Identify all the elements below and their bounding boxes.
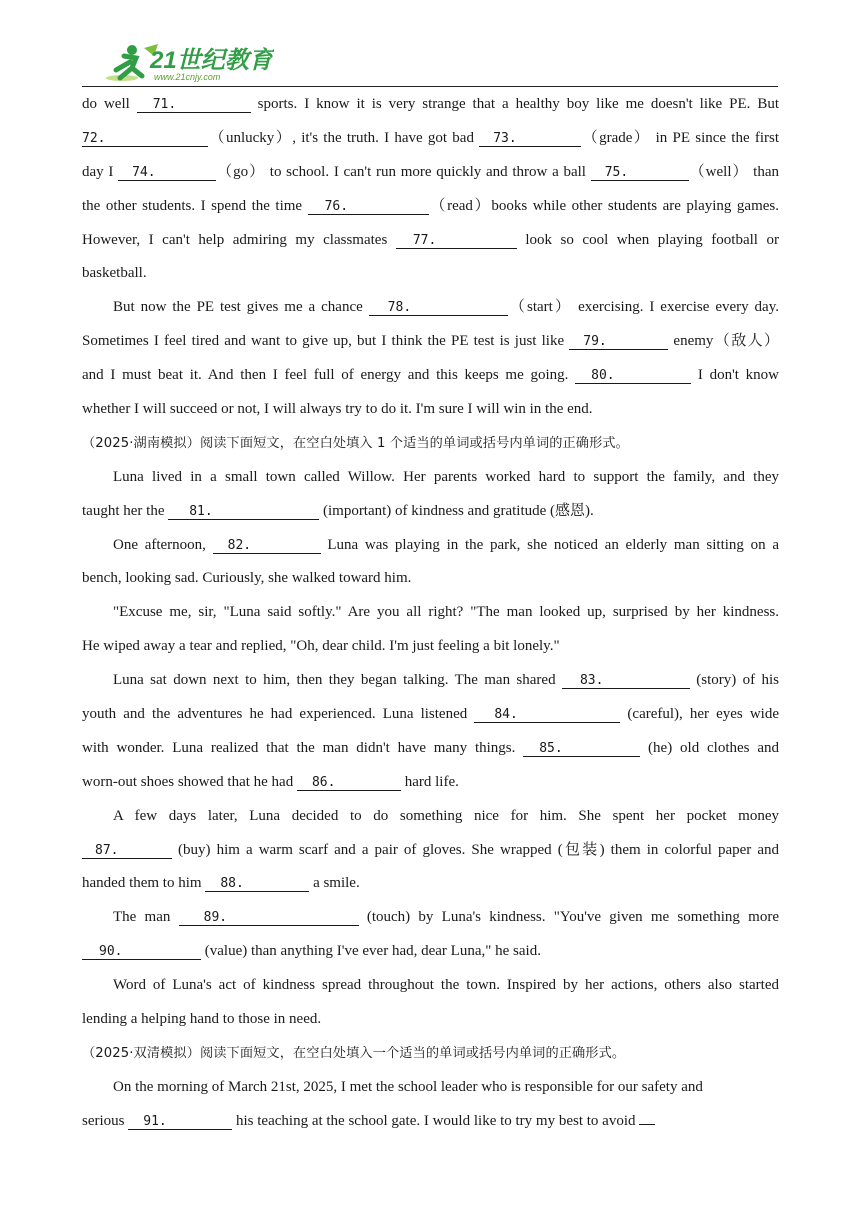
text-run: hard life. [400,773,459,790]
answer-blank[interactable]: 71. [137,96,251,113]
text-run: (careful), her eyes wide [620,706,779,723]
text-run: Sometimes I feel tired and want to give up, but I think the PE test is just like [82,333,570,350]
answer-blank[interactable]: 82. [213,537,321,554]
answer-blank[interactable] [639,1108,655,1125]
text-run: However, I can't help admiring my classmates [82,231,396,248]
text-line [82,529,779,563]
text-line [82,901,779,935]
text-run: lending a helping hand to those in need. [82,1011,322,1028]
21cnjy-logo [104,42,274,84]
text-line [82,1003,779,1037]
svg-text:21世纪教育: 21世纪教育 [150,47,273,74]
text-line [82,630,779,664]
page-header [82,38,778,87]
text-run: do well [82,96,137,112]
text-run: sports. I know it is very strange that a healthy boy like me doesn't like PE. But [250,96,779,112]
answer-blank[interactable]: 85. [523,740,640,757]
text-run: (important) of kindness and gratitude (感恩). [319,502,594,519]
text-run: I don't know [691,367,779,384]
answer-blank[interactable]: 80. [575,367,691,384]
text-run: （read）books while other students are playing games. [428,197,779,214]
text-run: One afternoon, [113,536,213,553]
text-run: （2025·湖南模拟）阅读下面短文，在空白处填入 1 个适当的单词或括号内单词的正确形式。 [82,435,629,451]
text-line [82,122,779,156]
answer-blank[interactable]: 91. [128,1113,232,1130]
source-note [82,427,779,461]
text-run: On the morning of March 21st, 2025, I met the school leader who is responsible for our safety and [113,1078,703,1095]
text-line [82,495,779,529]
text-run: the other students. I spend the time [82,197,308,214]
text-run: （2025·双清模拟）阅读下面短文，在空白处填入一个适当的单词或括号内单词的正确形式。 [82,1045,626,1061]
answer-blank[interactable]: 74. [118,164,216,181]
text-run: (buy) him a warm scarf and a pair of gloves. She wrapped (包装) them in colorful paper and [172,841,779,858]
text-run: Luna sat down next to him, then they began talking. The man shared [113,672,562,689]
text-run: a smile. [309,875,360,892]
text-line [82,190,779,224]
answer-blank[interactable]: 90. [82,943,201,960]
text-line [82,834,779,868]
answer-blank[interactable]: 87. [82,842,172,859]
text-line [82,698,779,732]
text-run: his teaching at the school gate. I would like to try my best to avoid [232,1112,640,1129]
answer-blank[interactable]: 75. [591,164,689,181]
text-run: serious [82,1112,129,1129]
text-run: basketball. [82,265,147,282]
text-line [82,88,779,122]
text-run: whether I will succeed or not, I will always try to do it. I'm sure I will win in the end. [82,401,593,418]
text-run: youth and the adventures he had experienced. Luna listened [82,706,475,723]
text-run: （grade） in PE since the first [581,129,779,146]
text-run: bench, looking sad. Curiously, she walked toward him. [82,570,412,587]
text-run: Word of Luna's act of kindness spread throughout the town. Inspired by her actions, others also started [113,977,779,994]
text-run: （unlucky）, it's the truth. I have got bad [208,129,480,146]
answer-blank[interactable]: 73. [479,130,581,147]
answer-blank[interactable]: 72. [82,130,208,147]
text-line [82,1105,779,1139]
text-run: with wonder. Luna realized that the man didn't have many things. [82,739,524,756]
svg-text:www.21cnjy.com: www.21cnjy.com [154,72,221,82]
answer-blank[interactable]: 78. [369,299,508,316]
text-line [82,935,779,969]
text-line [82,664,779,698]
answer-blank[interactable]: 84. [474,706,620,723]
text-run: look so cool when playing football or [516,231,779,248]
answer-blank[interactable]: 77. [396,232,517,249]
text-line [82,325,779,359]
text-run: (touch) by Luna's kindness. "You've given me something more [358,909,779,926]
text-line [82,359,779,393]
text-run: He wiped away a tear and replied, "Oh, dear child. I'm just feeling a bit lonely." [82,638,560,655]
text-line [82,224,779,258]
text-run: and I must beat it. And then I feel full of energy and this keeps me going. [82,367,576,384]
text-line [82,766,779,800]
text-line [82,257,779,291]
text-run: （start） exercising. I exercise every day. [507,299,779,316]
text-run: (he) old clothes and [640,739,779,756]
text-run: enemy（敌人） [668,333,779,350]
text-line [82,732,779,766]
answer-blank[interactable]: 81. [168,503,319,520]
text-line [82,596,779,630]
answer-blank[interactable]: 83. [562,672,690,689]
text-run: handed them to him [82,875,206,892]
text-run: A few days later, Luna decided to do something nice for him. She spent her pocket money [113,807,779,824]
text-line [82,969,779,1003]
text-run: Luna lived in a small town called Willow. Her parents worked hard to support the family, and they [113,468,779,485]
text-run: worn-out shoes showed that he had [82,773,297,790]
text-line [82,1071,779,1105]
text-run: (story) of his [689,672,779,689]
text-run: (value) than anything I've ever had, dear Luna," he said. [201,943,541,960]
document-body [82,88,779,1139]
answer-blank[interactable]: 76. [308,198,429,215]
text-run: （well） than [688,163,779,180]
text-line [82,393,779,427]
text-run: "Excuse me, sir, "Luna said softly." Are you all right? "The man looked up, surprised by her kindness. [113,604,779,621]
text-line [82,800,779,834]
text-run: Luna was playing in the park, she noticed an elderly man sitting on a [320,536,779,553]
text-run: The man [113,909,179,926]
answer-blank[interactable]: 79. [569,333,668,350]
source-note [82,1037,779,1071]
text-run: day I [82,163,119,180]
text-line [82,867,779,901]
answer-blank[interactable]: 89. [179,909,359,926]
text-line [82,562,779,596]
text-line [82,291,779,325]
text-line [82,461,779,495]
text-line [82,156,779,190]
text-run: （go） to school. I can't run more quickly and throw a ball [216,163,591,180]
answer-blank[interactable]: 86. [297,774,401,791]
text-run: taught her the [82,502,169,519]
text-run: But now the PE test gives me a chance [113,299,369,316]
answer-blank[interactable]: 88. [205,875,309,892]
